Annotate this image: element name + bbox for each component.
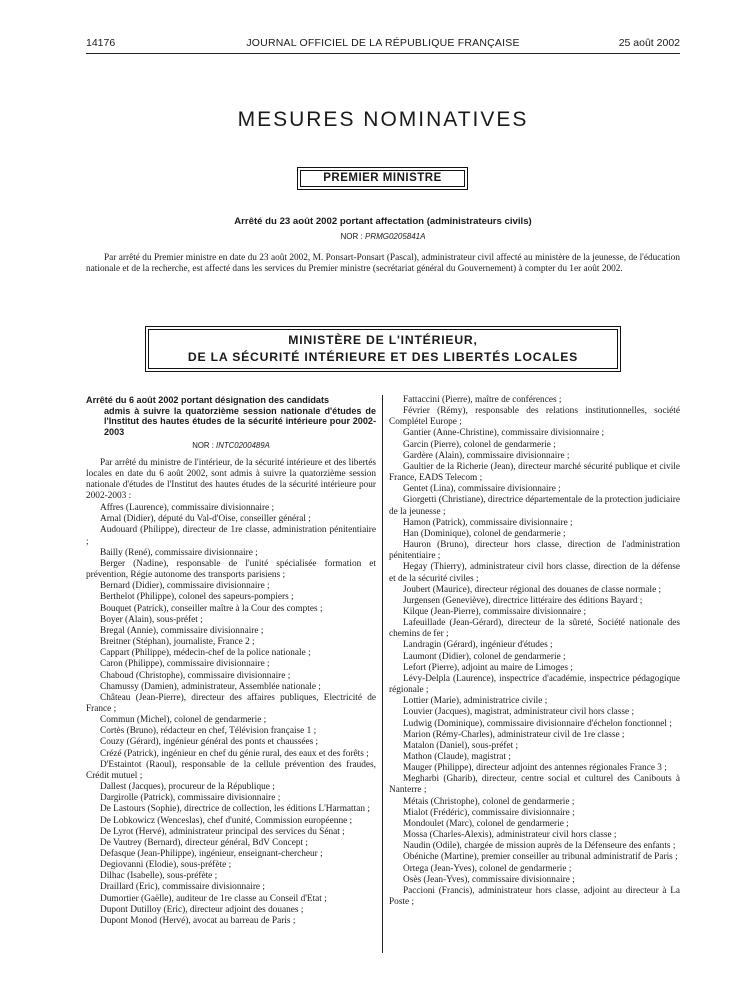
list-item [389,797,680,808]
list-item [86,559,376,581]
candidate-entry: Kilque (Jean-Pierre), commissaire divisionnaire ; [403,606,587,617]
candidate-entry: Caron (Philippe), commissaire divisionnaire ; [100,659,270,670]
list-item [389,540,680,562]
list-item [86,726,376,737]
candidate-entry: Bernard (Didier), commissaire divisionnaire ; [100,581,270,592]
list-item [86,592,376,603]
list-item [389,741,680,752]
list-item [389,819,680,830]
list-item [389,663,680,674]
candidate-entry: Dargirolle (Patrick), commissaire divisionnaire ; [100,793,281,804]
candidate-entry: Gardère (Alain), commissaire divisionnaire ; [403,450,570,461]
list-item [86,737,376,748]
list-item [86,581,376,592]
list-item [86,916,376,927]
list-item [86,693,376,715]
list-item [86,882,376,893]
candidate-entry: Defasque (Jean-Philippe), ingénieur, enseignant-chercheur ; [100,849,323,859]
candidate-entry: Megharbi (Gharib), directeur, centre social et culturel des Canibouts à Nanterre ; [389,774,680,796]
list-item [389,730,680,741]
list-item [389,864,680,875]
arrete-title-line1: Arrêté du 6 août 2002 portant désignation des candidats [86,395,330,405]
candidate-entry: Degiovanni (Elodie), sous-préfète ; [100,860,232,871]
list-item [389,852,680,863]
candidate-entry: De Vautrey (Bernard), directeur général, BdV Concept ; [100,837,308,848]
candidate-entry: Dallest (Jacques), procureur de la République ; [100,782,275,793]
arrete-title-affectation: Arrêté du 23 août 2002 portant affectation (administrateurs civils) [234,216,532,227]
list-item [389,774,680,796]
column-divider [382,395,383,953]
candidate-entry: Métais (Christophe), colonel de gendarmerie ; [403,796,575,807]
candidate-entry: Mialot (Frédéric), commissaire divisionnaire ; [403,807,575,818]
candidate-entry: Audouard (Philippe), directeur de 1re classe, administration pénitentiaire ; [86,525,376,547]
list-item [86,894,376,905]
list-item [389,428,680,439]
list-item [389,886,680,908]
nor-reference [86,440,376,451]
candidate-entry: Obéniche (Martine), premier conseiller au tribunal administratif de Paris ; [403,852,678,863]
ministry-name-line1: MINISTÈRE DE L'INTÉRIEUR, [288,333,478,347]
candidate-entry: Louvier (Jacques), magistrat, administrateur civil hors classe ; [403,707,635,718]
nor-label: NOR : [192,441,214,451]
candidate-entry: Dumortier (Gaëlle), auditeur de 1re classe au Conseil d'Etat ; [100,893,327,904]
candidate-list-right [389,395,680,908]
candidate-entry: De Lyrot (Hervé), administrateur principal des services du Sénat ; [100,826,345,837]
candidate-entry: Marion (Rémy-Charles), administrateur civil de 1re classe ; [403,729,625,740]
candidate-entry: Paccioni (Francis), administrateur hors classe, adjoint au directeur à La Poste ; [389,885,680,908]
candidate-entry: Breitner (Stéphan), journaliste, France 2 ; [100,637,255,648]
candidate-entry: Hauron (Bruno), directeur hors classe, direction de l'administration pénitentiaire ; [389,540,680,562]
candidate-entry: Draillard (Eric), commissaire divisionnaire ; [100,882,265,893]
list-item [86,659,376,670]
candidate-entry: Lévy-Delpla (Laurence), inspectrice d'académie, inspectrice pédagogique régionale ; [389,673,680,696]
candidate-entry: Crézé (Patrick), ingénieur en chef du génie rural, des eaux et des forêts ; [100,748,369,759]
list-item [86,760,376,782]
list-item [86,871,376,882]
list-item [389,674,680,696]
candidate-entry: De Lobkowicz (Wenceslas), chef d'unité, Commission européenne ; [100,815,353,826]
candidate-entry: Ludwig (Dominique), commissaire divisionnaire d'échelon fonctionnel ; [403,718,672,729]
candidate-entry: Affres (Laurence), commissaire divisionnaire ; [100,503,275,514]
left-column [86,395,376,927]
list-item [86,782,376,793]
arrete-title-designation [86,395,376,437]
list-item [389,406,680,428]
list-item [389,462,680,484]
list-item [389,707,680,718]
candidate-entry: Landragin (Gérard), ingénieur d'études ; [403,640,553,651]
list-item [389,830,680,841]
nor-label: NOR : [340,232,363,241]
candidate-entry: Bregal (Annie), commissaire divisionnaire ; [100,625,264,636]
candidate-entry: Hegay (Thierry), administrateur civil hors classe, direction de la défense et de la sécurité civiles ; [389,562,680,584]
list-item [389,719,680,730]
list-item [389,562,680,584]
candidate-entry: Arnal (Didier), député du Val-d'Oise, conseiller général ; [100,514,311,525]
list-item [389,752,680,763]
nor-code: PRMG0205841A [364,232,426,241]
candidate-entry: Berthelot (Philippe), colonel des sapeurs-pompiers ; [100,592,294,603]
candidate-entry: Fattaccini (Pierre), maître de conférences ; [403,395,562,405]
list-item [86,637,376,648]
list-item [389,763,680,774]
candidate-entry: Lafeuillade (Jean-Gérard), directeur de la sûreté, Société nationale des chemins de fer ; [389,618,680,640]
candidate-entry: Chaboud (Christophe), commissaire divisionnaire ; [100,670,291,681]
list-item [389,495,680,517]
list-item [86,548,376,559]
list-item [86,849,376,860]
candidate-entry: Mathon (Claude), magistrat ; [403,752,511,762]
page-title: MESURES NOMINATIVES [237,108,529,131]
issue-date: 25 août 2002 [618,37,680,49]
ministry-box-interieur [145,326,621,372]
list-item [389,395,680,406]
candidate-entry: Mauger (Philippe), directeur adjoint des antennes régionales France 3 ; [403,763,667,774]
list-item [389,440,680,451]
list-item [389,596,680,607]
candidate-entry: Dupont Monod (Hervé), avocat au barreau de Paris ; [100,915,296,926]
nor-reference [86,232,680,241]
list-item [86,648,376,659]
list-item [86,793,376,804]
list-item [86,905,376,916]
candidate-entry: Couzy (Gérard), ingénieur général des ponts et chaussées ; [100,737,319,748]
list-item [86,525,376,547]
candidate-entry: Berger (Nadine), responsable de l'unité spécialisée formation et prévention, Régie autonome des transports parisiens ; [86,558,376,581]
list-item [86,626,376,637]
ministry-box-premier-ministre [297,167,468,190]
list-item [389,696,680,707]
right-column [389,395,680,908]
list-item [389,875,680,886]
list-item [86,671,376,682]
candidate-entry: D'Estaintot (Raoul), responsable de la cellule prévention des fraudes, Crédit mutuel ; [86,759,376,781]
list-item [86,503,376,514]
list-item [389,652,680,663]
list-item [86,514,376,525]
candidate-entry: Ortega (Jean-Yves), colonel de gendarmerie ; [403,863,572,874]
list-item [389,607,680,618]
candidate-entry: Dilhac (Isabelle), sous-préfète ; [100,871,218,882]
page-number: 14176 [86,37,116,49]
candidate-entry: Château (Jean-Pierre), directeur des affaires publiques, Electricité de France ; [86,692,376,714]
page-header [86,37,680,53]
candidate-entry: Osès (Jean-Yves), commissaire divisionnaire ; [403,874,575,885]
candidate-entry: Dupont Dutilloy (Eric), directeur adjoint des douanes ; [100,904,304,915]
candidate-entry: Cappart (Philippe), médecin-chef de la police nationale ; [100,648,311,659]
list-item [389,640,680,651]
candidate-list-left [86,503,376,927]
candidate-entry: Laumont (Didier), colonel de gendarmerie ; [403,651,566,662]
candidate-entry: Hamon (Patrick), commissaire divisionnaire ; [403,517,573,528]
candidate-entry: Lottier (Marie), administratrice civile ; [403,696,548,707]
list-item [86,615,376,626]
list-item [389,529,680,540]
candidate-entry: Giorgetti (Christiane), directrice départementale de la protection judiciaire de la jeunesse ; [389,495,680,517]
candidate-entry: Bouquet (Patrick), conseiller maître à la Cour des comptes ; [100,603,323,614]
candidate-entry: Mossa (Charles-Alexis), administrateur civil hors classe ; [403,830,617,841]
candidate-entry: De Lastours (Sophie), directrice de collection, les éditions L'Harmattan ; [100,804,370,815]
ministry-name-line2: DE LA SÉCURITÉ INTÉRIEURE ET DES LIBERTÉS LOCALES [187,350,579,364]
ministry-name: PREMIER MINISTRE [300,170,465,187]
header-rule [86,53,680,54]
nor-code: INTC0200489A [216,441,270,451]
candidate-entry: Garcin (Pierre), colonel de gendarmerie ; [403,439,556,450]
candidate-entry: Boyer (Alain), sous-préfet ; [100,614,203,625]
candidate-entry: Bailly (René), commissaire divisionnaire ; [100,547,258,558]
list-item [86,749,376,760]
candidate-entry: Commun (Michel), colonel de gendarmerie ; [100,715,267,726]
list-item [389,841,680,852]
candidate-entry: Gentet (Lina), commissaire divisionnaire ; [403,484,561,495]
candidate-entry: Février (Rémy), responsable des relations institutionnelles, société Complétel Europe ; [389,406,680,428]
candidate-entry: Matalon (Daniel), sous-préfet ; [403,740,519,751]
journal-title: JOURNAL OFFICIEL DE LA RÉPUBLIQUE FRANÇAISE [246,37,520,49]
list-item [86,604,376,615]
list-item [389,518,680,529]
candidate-entry: Gaultier de la Richerie (Jean), directeur marché sécurité publique et civile France, EADS Telecom ; [389,461,680,484]
list-item [86,682,376,693]
candidate-entry: Jurgensen (Geneviève), directrice littéraire des éditions Bayard ; [403,595,643,606]
list-item [86,715,376,726]
list-item [86,816,376,827]
list-item [389,451,680,462]
candidate-entry: Mondoulet (Marc), colonel de gendarmerie ; [403,818,569,829]
candidate-entry: Chamussy (Damien), administrateur, Assemblée nationale ; [100,681,321,692]
candidate-entry: Han (Dominique), colonel de gendarmerie ; [403,528,566,539]
list-item [389,808,680,819]
list-item [389,585,680,596]
list-item [389,484,680,495]
list-item [86,838,376,849]
candidate-entry: Lefort (Pierre), adjoint au maire de Limoges ; [403,662,573,673]
list-item [86,860,376,871]
candidate-entry: Naudin (Odile), chargée de mission auprès de la Défenseure des enfants ; [403,841,676,852]
list-item [389,618,680,640]
arrete-paragraph: Par arrêté du Premier ministre en date du 23 août 2002, M. Ponsart-Ponsart (Pascal), administrateur civil affecté au ministère de la jeunesse, de l'éducation nationale et de la recherche, est affecté dans les services du Premier ministre (secrétariat général du Gouvernement) à compter du 1er août 2002. [86,253,680,275]
ministry-name-block [148,329,618,369]
list-item [86,827,376,838]
candidate-entry: Cortès (Bruno), rédacteur en chef, Télévision française 1 ; [100,726,317,737]
candidate-entry: Gantier (Anne-Christine), commissaire divisionnaire ; [403,428,605,439]
arrete-title-line2: admis à suivre la quatorzième session nationale d'études de l'Institut des hautes études de la sécurité intérieure pour 2002-2003 [104,405,376,437]
list-item [86,804,376,815]
arrete-intro: Par arrêté du ministre de l'intérieur, de la sécurité intérieure et des libertés locales en date du 6 août 2002, sont admis à suivre la quatorzième session nationale d'études de l'Institut des hautes études de la sécurité intérieure pour 2002-2003 : [86,457,376,501]
candidate-entry: Joubert (Maurice), directeur régional des douanes de classe normale ; [403,584,662,595]
